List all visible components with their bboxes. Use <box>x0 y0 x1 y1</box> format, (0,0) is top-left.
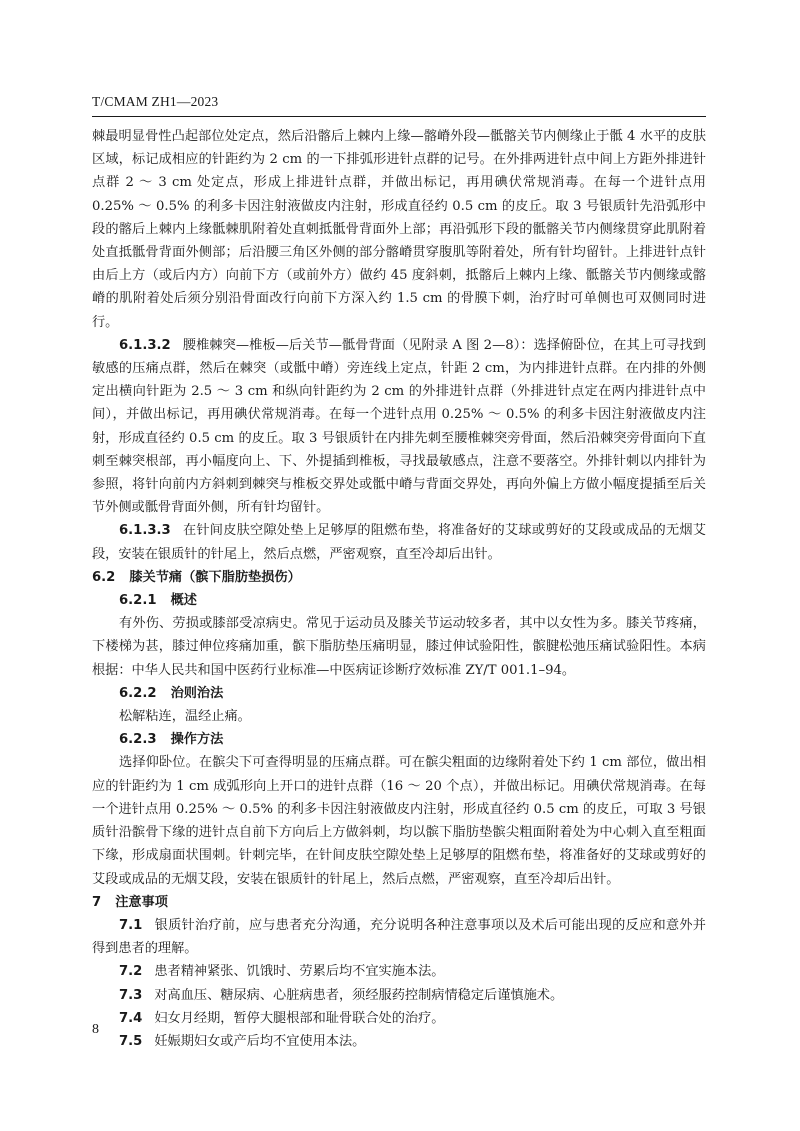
section-text: 腰椎棘突—椎板—后关节—骶骨背面（见附录 A 图 2—8）：选择俯卧位，在其上可寻找到敏感的压痛点群，然后在棘突（或骶中嵴）旁连线上定点，针距 2 cm，为内排进针点群。在内排的外侧定出横向针距为 2.5 ～ 3 cm 和纵向针距约为 2 cm 的外排进针点群（外排进针点定在两内排进针点中间），并做出标记，再用碘伏常规消毒。在每一个进针点用 0.25% ～ 0.5% 的利多卡因注射液做皮内注射，形成直径约 0.5 cm 的皮丘。取 3 号银质针在内排先刺至腰椎棘突旁骨面，然后沿棘突旁骨面向下直刺至棘突根部，再小幅度向上、下、外提插到椎板，寻找最敏感点，注意不要落空。外排针刺以内排针为参照，将针向前内方斜刺到棘突与椎板交界处或骶中嵴与背面交界处，再向外偏上方做小幅度提插至后关节外侧或骶骨背面外侧，所有针均留针。 <box>92 337 706 516</box>
standard-code: T/CMAM ZH1—2023 <box>92 94 219 109</box>
section-number: 7.2 <box>119 964 143 980</box>
paragraph-continuation: 棘最明显骨性凸起部位处定点，然后沿髂后上棘内上缘—髂嵴外段—骶髂关节内侧缘止于骶 4 水平的皮肤区域，标记成相应的针距约为 2 cm 的一下排弧形进针点群的记号。在外排两进针点中间上方距外排进针点群 2 ～ 3 cm 处定点，形成上排进针点群，并做出标记，再用碘伏常规消毒。在每一个进针点用 0.25% ～ 0.5% 的利多卡因注射液做皮内注射，形成直径约 0.5 cm 的皮丘。取 3 号银质针先沿弧形中段的髂后上棘内上缘骶棘肌附着处直刺抵骶骨背面外上部；再沿弧形下段的骶髂关节内侧缘贯穿此肌附着处直抵骶骨背面外侧部；后沿腰三角区外侧的部分髂嵴贯穿腹肌等附着处，所有针均留针。上排进针点针由后上方（或后内方）向前下方（或前外方）做约 45 度斜刺，抵髂后上棘内上缘、骶髂关节内侧缘或髂嵴的肌附着处后须分别沿骨面改行向前下方深入约 1.5 cm 的骨膜下刺，治疗时可单侧也可双侧同时进行。 <box>92 129 706 330</box>
section-6-2-2-heading <box>119 682 706 705</box>
section-7-3 <box>92 984 706 1007</box>
section-number: 7.1 <box>119 917 143 933</box>
section-number: 7.4 <box>119 1010 143 1026</box>
section-number: 6.2.2 <box>119 685 157 701</box>
page-number: 8 <box>92 1022 99 1037</box>
section-number: 7.5 <box>119 1033 143 1049</box>
section-6-2-2-text: 松解粘连，温经止痛。 <box>119 709 251 725</box>
section-number: 6.2.1 <box>119 593 157 609</box>
section-number: 6.2.3 <box>119 732 157 748</box>
section-6-2-1-heading <box>119 589 706 612</box>
section-7-5 <box>92 1030 706 1053</box>
section-text: 妇女月经期，暂停大腿根部和耻骨联合处的治疗。 <box>154 1010 445 1026</box>
section-title: 膝关节痛（髌下脂肪垫损伤） <box>129 569 301 585</box>
section-6-1-3-3 <box>92 519 706 565</box>
section-6-2-3-text: 选择仰卧位。在髌尖下可查得明显的压痛点群。可在髌尖粗面的边缘附着处下约 1 cm 部位，做出相应的针距约为 1 cm 成弧形向上开口的进针点群（16 ～ 20 个点），并做出标记。用碘伏常规消毒。在每一个进针点用 0.25% ～ 0.5% 的利多卡因注射液做皮内注射，形成直径约 0.5 cm 的皮丘，可取 3 号银质针沿髌骨下缘的进针点自前下方向后上方做斜刺，均以髌下脂肪垫髌尖粗面附着处为中心刺入直至粗面下缘，形成扇面状围刺。针刺完毕，在针间皮肤空隙处垫上足够厚的阻燃布垫，将准备好的艾球或剪好的艾段或成品的无烟艾段，安装在银质针的针尾上，然后点燃，严密观察，直至冷却后出针。 <box>92 755 706 887</box>
document-body <box>92 125 706 1053</box>
section-7-heading <box>92 891 706 914</box>
section-title: 治则治法 <box>170 685 224 701</box>
section-6-2-heading <box>92 566 706 589</box>
section-text: 对高血压、糖尿病、心脏病患者，须经服药控制病情稳定后谨慎施术。 <box>154 987 564 1003</box>
section-6-2-1-text: 有外伤、劳损或膝部受凉病史。常见于运动员及膝关节运动较多者，其中以女性为多。膝关节疼痛，下楼梯为甚，膝过伸位疼痛加重，髌下脂肪垫压痛明显，膝过伸试验阳性，髌腱松弛压痛试验阳性。本病根据：中华人民共和国中医药行业标准—中医病证诊断疗效标准 ZY/T 001.1–94。 <box>92 616 706 678</box>
section-7-1 <box>92 914 706 960</box>
section-title: 操作方法 <box>170 732 224 748</box>
header-rule <box>92 116 706 117</box>
section-title: 概述 <box>170 593 197 609</box>
section-number: 7.3 <box>119 987 143 1003</box>
section-title: 注意事项 <box>115 894 168 910</box>
section-7-2 <box>92 960 706 983</box>
section-text: 银质针治疗前，应与患者充分沟通，充分说明各种注意事项以及术后可能出现的反应和意外并得到患者的理解。 <box>92 917 706 957</box>
section-number: 6.1.3.2 <box>119 337 171 353</box>
section-number: 6.2 <box>92 569 116 585</box>
section-6-2-3-heading <box>119 728 706 751</box>
section-text: 患者精神紧张、饥饿时、劳累后均不宜实施本法。 <box>154 964 445 980</box>
section-6-1-3-2 <box>92 334 706 520</box>
section-7-4 <box>92 1007 706 1030</box>
section-text: 妊娠期妇女或产后均不宜使用本法。 <box>154 1033 366 1049</box>
section-number: 6.1.3.3 <box>119 523 171 539</box>
section-number: 7 <box>92 894 102 910</box>
section-text: 在针间皮肤空隙处垫上足够厚的阻燃布垫，将准备好的艾球或剪好的艾段或成品的无烟艾段，安装在银质针的针尾上，然后点燃，严密观察，直至冷却后出针。 <box>92 523 706 562</box>
